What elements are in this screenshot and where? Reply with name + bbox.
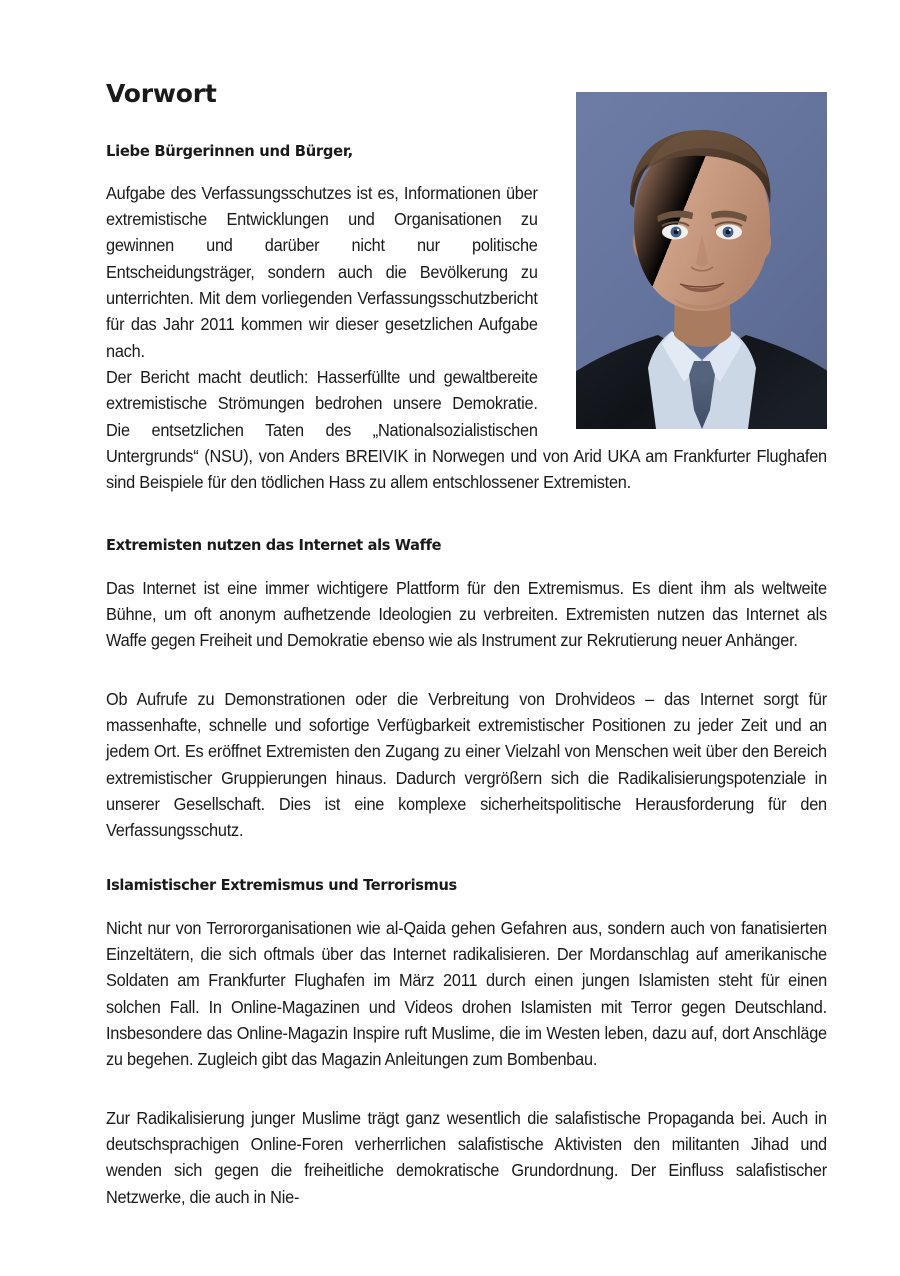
section-spacer-1: [106, 518, 827, 536]
heading-islamism: Islamistischer Extremismus und Terrorismus: [106, 876, 457, 895]
paragraph-intro-second: Der Bericht macht deutlich: Hasserfüllte und gewaltbereite extremistische Strömungen bedrohen unsere Demokratie. Die entsetzlichen Taten des „Nationalsozialistischen Untergrunds“ (NSU), von Anders BREIVIK in Norwegen und von Arid UKA am Frankfurter Flughafen sind Beispiele für den tödlichen Hass zu allem entschlossener Extremisten.: [106, 367, 827, 493]
paragraph-islamism-2: Zur Radikalisierung junger Muslime trägt ganz wesentlich die salafistische Propaganda bei. Auch in deutschsprachigen Online-Foren verherrlichen salafistische Aktivisten den militanten Jihad und wenden sich gegen die freiheitliche demokratische Grundordnung. Der Einfluss salafistischer Netzwerke, die auch in Nie-: [106, 1108, 827, 1207]
page-content: [106, 80, 827, 1211]
section-spacer-2: [106, 866, 827, 876]
paragraph-internet-2: Ob Aufrufe zu Demonstrationen oder die Verbreitung von Drohvideos – das Internet sorgt für massenhafte, schnelle und sofortige Verfügbarkeit extremistischer Positionen zu jeder Zeit und an jedem Ort. Es eröffnet Extremisten den Zugang zu einer Vielzahl von Menschen weit über den Bereich extremistischer Gruppierungen hinaus. Dadurch vergrößern sich die Radikalisierungspotenziale in unserer Gesellschaft. Dies ist eine komplexe sicherheitspolitische Herausforderung für den Verfassungsschutz.: [106, 689, 827, 841]
heading-internet: Extremisten nutzen das Internet als Waffe: [106, 536, 442, 555]
page-title: Vorwort: [106, 79, 217, 108]
paragraph-internet-1: Das Internet ist eine immer wichtigere Plattform für den Extremismus. Es dient ihm als weltweite Bühne, um oft anonym aufhetzende Ideologien zu verbreiten. Extremisten nutzen das Internet als Waffe gegen Freiheit und Demokratie ebenso wie als Instrument zur Rekrutierung neuer Anhänger.: [106, 578, 827, 651]
paragraph-spacer-2: [106, 1096, 827, 1106]
paragraph-islamism-1: Nicht nur von Terrororganisationen wie al-Qaida gehen Gefahren aus, sondern auch von fanatisierten Einzeltätern, die sich oftmals über das Internet radikalisieren. Der Mordanschlag auf amerikanische Soldaten am Frankfurter Flughafen im März 2011 durch einen jungen Islamisten steht für einen solchen Fall. In Online-Magazinen und Videos drohen Islamisten mit Terror gegen Deutschland. Insbesondere das Online-Magazin Inspire ruft Muslime, die im Westen leben, dazu auf, dort Anschläge zu begehen. Zugleich gibt das Magazin Anleitungen zum Bombenbau.: [106, 918, 827, 1070]
paragraph-spacer-1: [106, 677, 827, 687]
salutation-heading: Liebe Bürgerinnen und Bürger,: [106, 141, 353, 160]
paragraph-intro: Aufgabe des Verfassungsschutzes ist es, Informationen über extremistische Entwicklungen und Organisationen zu gewinnen und darüber nicht nur politische Entscheidungsträger, sondern auch die Bevölkerung zu unterrichten. Mit dem vorliegenden Verfassungsschutzbericht für das Jahr 2011 kommen wir dieser gesetzlichen Aufgabe nach.: [106, 183, 538, 361]
